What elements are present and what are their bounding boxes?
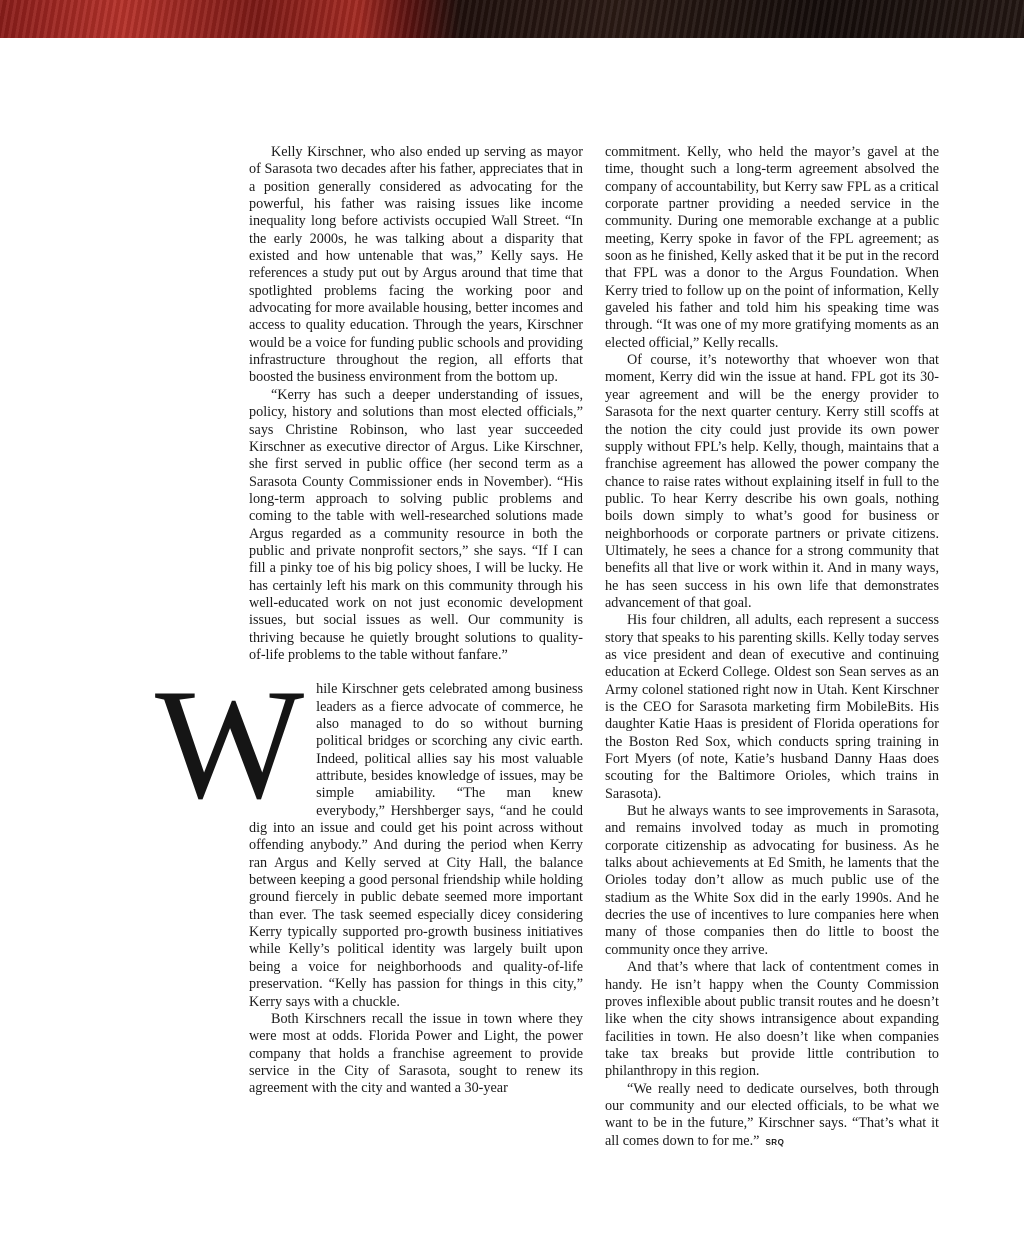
body-paragraph: hile Kirschner gets celebrated among business leaders as a fierce advocate of commerce, he also managed to do so without burning political bridges or scorching any civic earth. Indeed, political allies say his most valuable attribute, besides knowledge of issues, may be simple amiability. “The man knew everybody,” Hershberger says, “and he could dig into an issue and could get his point across without offending anybody.” And during the period when Kerry ran Argus and Kelly served at City Hall, the balance between keeping a good personal friendship while holding ground fiercely in public debate seemed more important than ever. The task seemed especially dicey considering Kerry typically supported pro-growth business initiatives while Kelly’s political identity was largely built upon being a voice for neighborhoods and quality-of-life preservation. “Kelly has passion for things in this city,” Kerry says with a chuckle. [249, 681, 583, 1010]
body-paragraph: Both Kirschners recall the issue in town where they were most at odds. Florida Power and Light, the power company that holds a franchise agreement to provide service in the City of Sarasota, sought to renew its agreement with the city and wanted a 30-year [249, 1010, 583, 1097]
body-paragraph: And that’s where that lack of contentment comes in handy. He isn’t happy when the County Commission proves inflexible about public transit routes and he doesn’t like when the city shows intransigence about expanding facilities in town. He also doesn’t like when companies take tax breaks but provide little contribution to philanthropy in this region. [605, 959, 939, 1080]
body-paragraph: Kelly Kirschner, who also ended up serving as mayor of Sarasota two decades after his father, appreciates that in a position generally considered as advocating for the powerful, his father was raising issues like income inequality long before activists occupied Wall Street. “In the early 2000s, he was talking about a disparity that existed and how untenable that was,” Kelly says. He references a study put out by Argus around that time that spotlighted problems facing the working poor and advocating for more available housing, better incomes and access to quality education. Through the years, Kirschner would be a voice for funding public schools and providing infrastructure throughout the region, all efforts that boosted the business environment from the bottom up. [249, 144, 583, 386]
body-paragraph: But he always wants to see improvements in Sarasota, and remains involved today as much in promoting corporate citizenship as advocating for business. As he talks about achievements at Ed Smith, he laments that the Orioles today don’t allow as much public use of the stadium as the White Sox did in the early 1990s. And he decries the use of incentives to lure companies here when many of those companies then do little to boost the community once they arrive. [605, 803, 939, 958]
body-paragraph: “Kerry has such a deeper understanding of issues, policy, history and solutions than most elected officials,” says Christine Robinson, who last year succeeded Kirschner as executive director of Argus. Like Kirschner, she first served in public office (her second term as a Sarasota County Commissioner ends in November). “His long-term approach to solving public problems and coming to the table with well-researched solutions made Argus regarded as a community resource in both the public and private nonprofit sectors,” she says. “If I can fill a pinky toe of his big policy shoes, I will be lucky. He has certainly left his mark on this community through his well-educated work on not just economic development issues, but social issues as well. Our community is thriving because he quietly brought solutions to quality-of-life problems to the table without fanfare.” [249, 386, 583, 663]
drop-cap-letter: W [155, 657, 305, 833]
body-paragraph: His four children, all adults, each represent a success story that speaks to his parenting skills. Kelly today serves as vice president and dean of executive and continuing education at Eckerd College. Oldest son Sean serves as an Army colonel stationed right now in Utah. Kent Kirschner is the CEO for Sarasota marketing firm MobileBits. His daughter Katie Haas is president of Florida operations for the Boston Red Sox, which conducts spring training in Fort Myers (of note, Katie’s husband Danny Haas does scouting for the Baltimore Orioles, which trains in Sarasota). [605, 612, 939, 802]
final-paragraph-text: “We really need to dedicate ourselves, both through our community and our elected officials, to be what we want to be in the future,” Kirschner says. “That’s what it all comes down to for me.” [605, 1080, 939, 1149]
end-mark: SRQ [765, 1137, 785, 1147]
body-paragraph-continued: commitment. Kelly, who held the mayor’s gavel at the time, thought such a long-term agreement absolved the company of accountability, but Kerry saw FPL as a critical corporate partner providing a needed service in the community. During one memorable exchange at a public meeting, Kerry spoke in favor of the FPL agreement; as soon as he finished, Kelly asked that it be put in the record that FPL was a donor to the Argus Foundation. When Kerry tried to follow up on the point of information, Kelly gaveled his father and told him his speaking time was through. “It was one of my more gratifying moments as an elected official,” Kelly recalls. [605, 144, 939, 351]
article-right-column [605, 144, 939, 1151]
header-photo-strip [0, 0, 1024, 38]
body-paragraph: Of course, it’s noteworthy that whoever won that moment, Kerry did win the issue at hand. FPL got its 30-year agreement and will be the energy provider to Sarasota for the next quarter century. Kerry still scoffs at the notion the city could just provide its own power supply without FPL’s help. Kelly, though, maintains that a franchise agreement has allowed the power company the chance to raise rates without explaining itself in full to the public. To hear Kerry describe his own goals, nothing boils down simply to what’s good for business or neighborhoods or corporate partners or private citizens. Ultimately, he sees a chance for a strong community that benefits all that live or work within it. And in many ways, he has seen success in his own life that demonstrates advancement of that goal. [605, 352, 939, 611]
drop-cap-section [155, 657, 583, 1011]
article-left-column [155, 144, 583, 1098]
final-paragraph [605, 1081, 939, 1151]
